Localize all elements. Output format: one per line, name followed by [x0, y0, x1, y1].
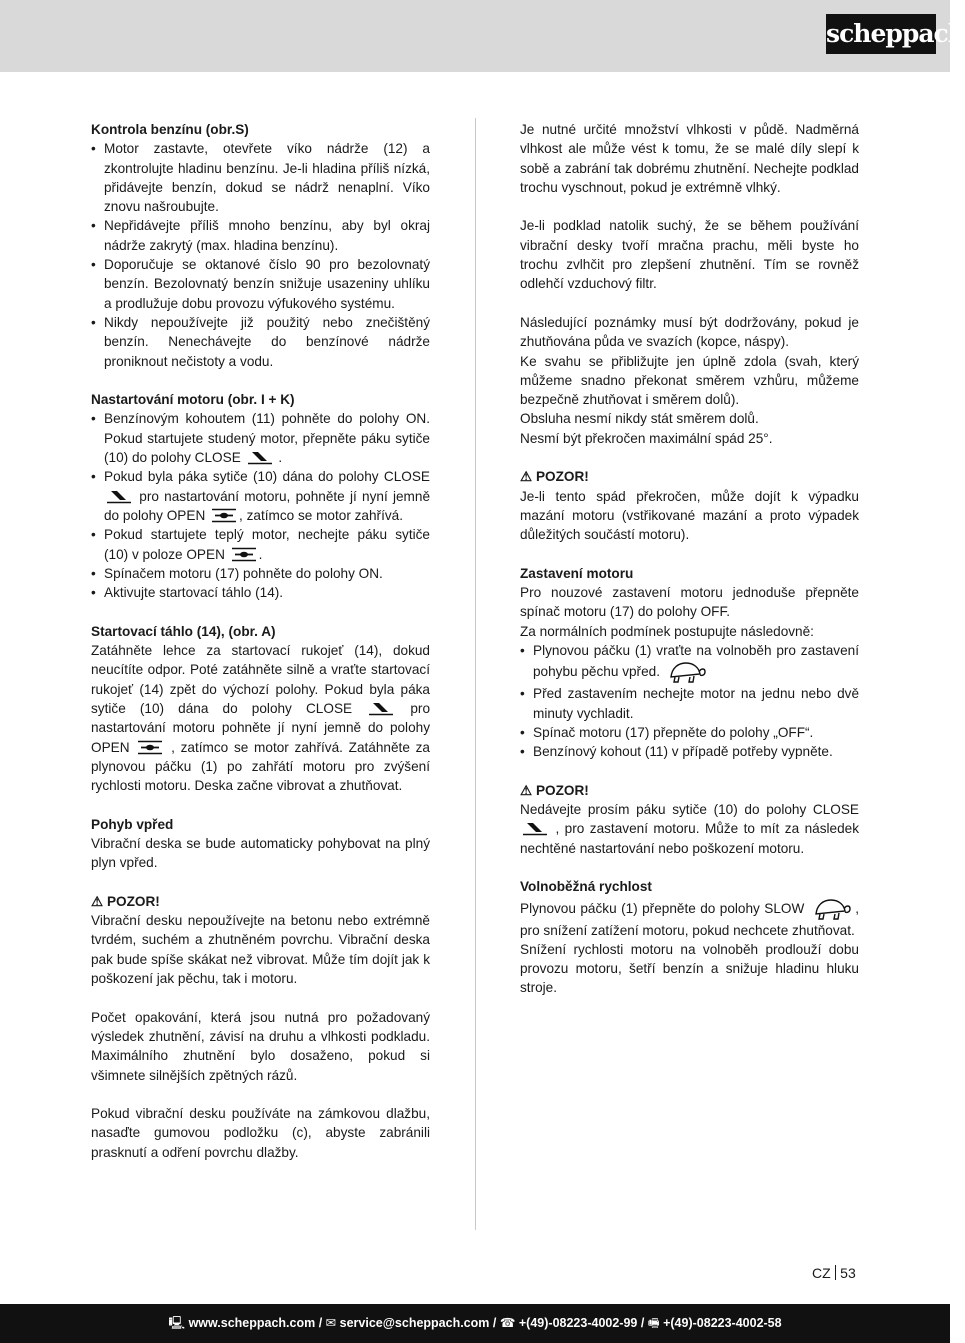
- section-title-idle-speed: Volnoběžná rychlost: [520, 879, 652, 895]
- fax-icon: 🖷: [647, 1316, 660, 1330]
- column-divider: [475, 118, 476, 1230]
- engine-stop-list: [520, 641, 859, 761]
- paragraph: Následující poznámky musí být dodržovány, pokud je zhutňována půda ve svazích (kopce, náspy).: [520, 314, 859, 350]
- paragraph: Je-li tento spád překročen, může dojít k výpadku mazání motoru (vstřikované mazání a proto výpadek důležitých součástí motoru).: [520, 488, 859, 543]
- paragraph: Zatáhněte lehce za startovací rukojeť (14), dokud neucítíte odpor. Poté zatáhněte silně a vraťte startovací rukojeť (14) zpět do výchozí polohy. Pokud byla páka sytiče (10) dána do polohy CLOSE pro nastartování motoru pohněte jí nyní jemně do polohy OPEN , zatímco se motor zahřívá. Zatáhněte za plynovou páčku (1) po zahřátí motoru pro zvýšení rychlosti motoru. Deska začne vibrovat a zhutňovat.: [91, 643, 431, 794]
- list-item: • Pokud byla páka sytiče (10) dána do polohy CLOSE pro nastartování motoru, pohněte jí nyní jemně do polohy OPEN , zatímco se motor zahřívá.: [91, 467, 430, 525]
- paragraph: Počet opakování, která jsou nutná pro požadovaný výsledek zhutnění, závisí na druhu a vlhkosti podkladu. Maximálního zhutnění bylo dosaženo, pokud si všimnete silnějších zpětných rázů.: [91, 1009, 430, 1083]
- choke-open-icon: [137, 740, 163, 755]
- paragraph: Za normálních podmínek postupujte následovně:: [520, 623, 814, 639]
- choke-close-icon: [368, 701, 394, 716]
- mail-icon: ✉: [325, 1316, 337, 1330]
- engine-start-list: [91, 409, 430, 602]
- section-title-fuel-check: Kontrola benzínu (obr.S): [91, 122, 249, 137]
- website-link[interactable]: www.scheppach.com: [188, 1316, 316, 1330]
- choke-close-icon: [106, 489, 132, 504]
- header-bar: [0, 0, 950, 72]
- paragraph: Snížení rychlosti motoru na volnoběh prodlouží dobu provozu motoru, šetří benzín a snižuje hladinu hluku stroje.: [520, 941, 859, 996]
- list-item: • Nepřidávejte příliš mnoho benzínu, aby byl okraj nádrže zakrytý (max. hladina benzínu).: [91, 216, 430, 255]
- list-item: • Spínač motoru (17) přepněte do polohy „OFF“.: [520, 723, 859, 742]
- paragraph: Vibrační desku nepoužívejte na betonu nebo extrémně tvrdém, suchém a zhutněném povrchu. Vibrační deska pak bude spíše skákat než vibrovat. Může tím dojít jak k poškození jak pěchu, tak i motoru.: [91, 913, 430, 987]
- choke-close-icon: [522, 821, 548, 836]
- turtle-slow-icon: [813, 897, 851, 921]
- fax-number: +(49)-08223-4002-58: [663, 1316, 782, 1330]
- computer-icon: 🖳: [168, 1316, 186, 1330]
- paragraph: Nedávejte prosím páku sytiče (10) do polohy CLOSE , pro zastavení motoru. Může to mít za následek nechtěné nastartování nebo poškození motoru.: [520, 802, 859, 856]
- list-item: • Před zastavením nechejte motor na jednu nebo dvě minuty vychladit.: [520, 684, 859, 723]
- warning-title: ⚠ POZOR!: [91, 893, 160, 909]
- list-item: • Nikdy nepoužívejte již použitý nebo znečištěný benzín. Nenechávejte do benzínové nádrže proniknout nečistoty a vodu.: [91, 313, 430, 371]
- page-number: CZ 53: [812, 1265, 856, 1281]
- right-column: [520, 120, 859, 998]
- list-item: • Spínačem motoru (17) pohněte do polohy ON.: [91, 564, 430, 583]
- paragraph: Obsluha nesmí nikdy stát směrem dolů.: [520, 411, 759, 427]
- list-item: • Doporučuje se oktanové číslo 90 pro bezolovnatý benzín. Bezolovnatý benzín snižuje usazeniny uhlíku a prodlužuje dobu provozu výfukového systému.: [91, 255, 430, 313]
- paragraph: Ke svahu se přibližujte jen úplně zdola (svah, který můžeme snadno překonat směrem vzhůru, můžeme bezpečně zhutňovat i směrem dolů).: [520, 353, 859, 408]
- list-item: • Motor zastavte, otevřete víko nádrže (12) a zkontrolujte hladinu benzínu. Je-li hladina příliš nízká, přidávejte benzín, dokud se nádrž nenaplní. Víko znovu našroubujte.: [91, 139, 430, 216]
- fuel-check-list: [91, 139, 430, 371]
- list-item: • Aktivujte startovací táhlo (14).: [91, 583, 430, 602]
- list-item: • Pokud startujete teplý motor, nechejte páku sytiče (10) v poloze OPEN .: [91, 525, 430, 564]
- list-item: • Plynovou páčku (1) vraťte na volnoběh pro zastavení pohybu pěchu vpřed.: [520, 641, 859, 684]
- email-link[interactable]: service@scheppach.com: [339, 1316, 490, 1330]
- footer-bar: 🖳 www.scheppach.com / ✉ service@scheppach.com / ☎ +(49)-08223-4002-99 / 🖷 +(49)-08223-4002-58: [0, 1304, 950, 1343]
- paragraph: Nesmí být překročen maximální spád 25°.: [520, 430, 773, 446]
- choke-open-icon: [231, 547, 257, 562]
- choke-open-icon: [211, 508, 237, 523]
- paragraph: Pro nouzové zastavení motoru jednoduše přepněte spínač motoru (17) do polohy OFF.: [520, 585, 859, 620]
- phone-number: +(49)-08223-4002-99: [518, 1316, 638, 1330]
- choke-close-icon: [247, 450, 273, 465]
- list-item: • Benzínovým kohoutem (11) pohněte do polohy ON. Pokud startujete studený motor, přepněte páku sytiče (10) do polohy CLOSE .: [91, 409, 430, 467]
- paragraph: Je-li podklad natolik suchý, že se během používání vibrační desky tvoří mračna prachu, měli byste ho trochu zvlhčit pro zlepšení zhutnění. Tím se rovněž odlehčí vzduchový filtr.: [520, 218, 859, 292]
- section-title-starter-cord: Startovací táhlo (14), (obr. A): [91, 623, 276, 639]
- section-title-forward-motion: Pohyb vpřed: [91, 816, 174, 832]
- turtle-slow-icon: [668, 660, 706, 684]
- paragraph: Je nutné určité množství vlhkosti v půdě. Nadměrná vlhkost ale může vést k tomu, že se malé díly slepí k sobě a zabrání tak dobrému zhutnění. Nechejte podklad trochu vyschnout, pokud je extrémně vlhký.: [520, 122, 859, 195]
- list-item: • Benzínový kohout (11) v případě potřeby vypněte.: [520, 742, 859, 761]
- section-title-engine-stop: Zastavení motoru: [520, 565, 634, 581]
- paragraph: Plynovou páčku (1) přepněte do polohy SLOW , pro snížení zatížení motoru, pokud nechcete zhutňovat.: [520, 897, 859, 940]
- paragraph: Pokud vibrační desku používáte na zámkovou dlažbu, nasaďte gumovou podložku (c), abyste zabránili prasknutí a odření povrchu dlažby.: [91, 1106, 430, 1160]
- warning-title: ⚠ POZOR!: [520, 782, 589, 798]
- left-column: [91, 120, 430, 1162]
- page-number-separator: [835, 1265, 837, 1280]
- scheppach-logo: scheppach: [826, 14, 936, 54]
- paragraph: Vibrační deska se bude automaticky pohybovat na plný plyn vpřed.: [91, 835, 430, 871]
- section-title-engine-start: Nastartování motoru (obr. I + K): [91, 392, 295, 408]
- warning-title: ⚠ POZOR!: [520, 469, 589, 485]
- phone-icon: ☎: [499, 1316, 516, 1330]
